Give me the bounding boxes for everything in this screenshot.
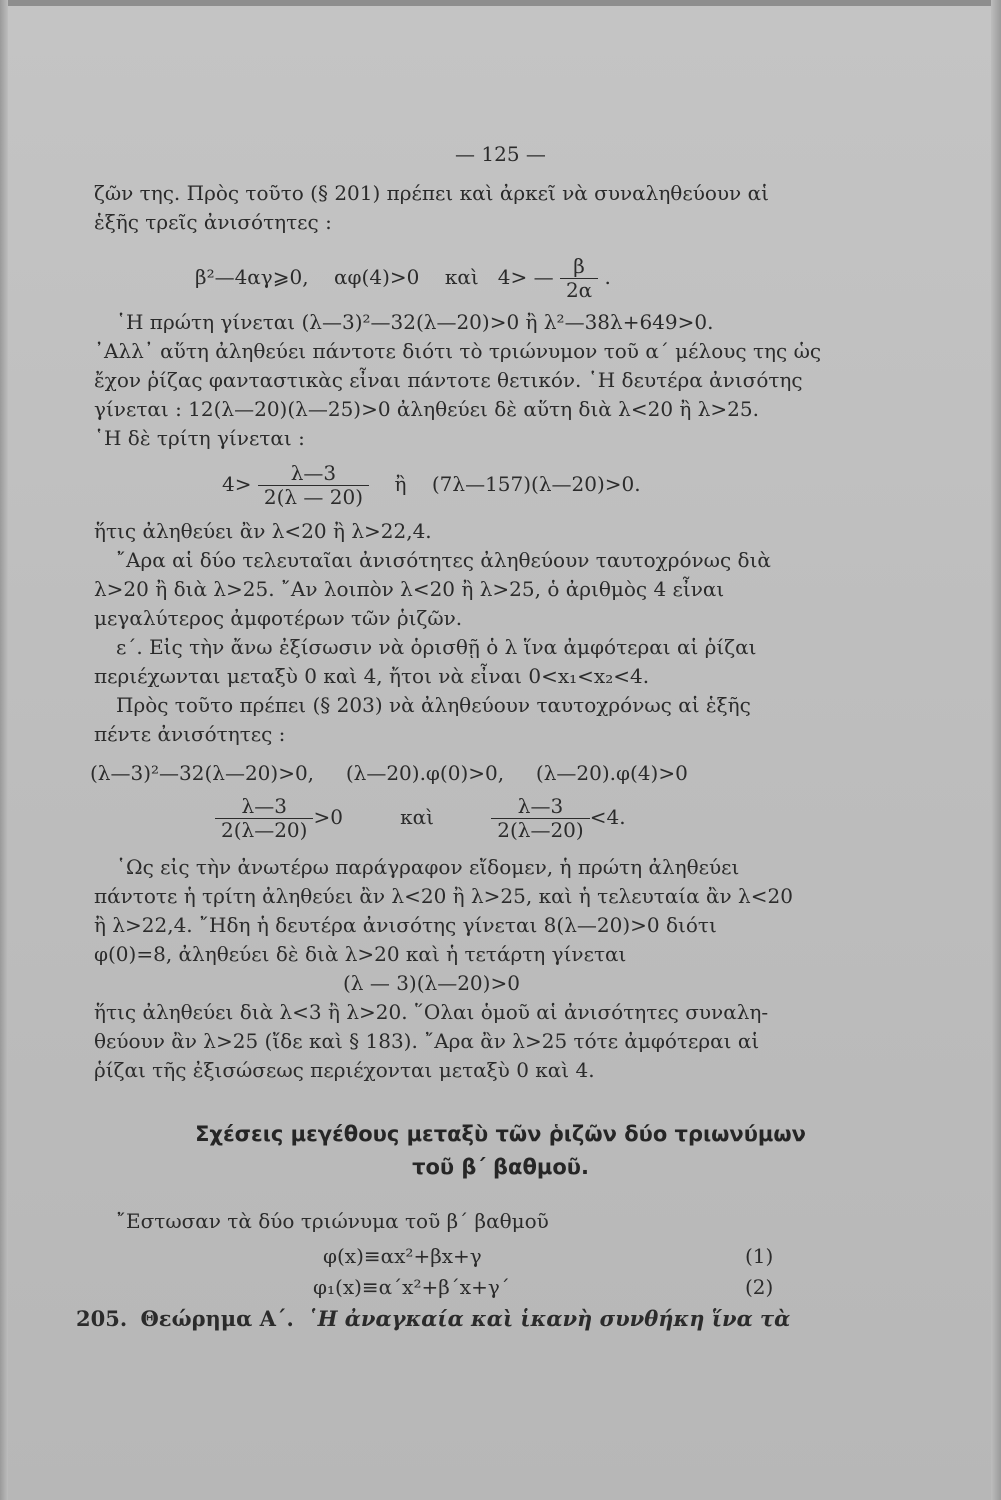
theorem-line: [76, 1306, 790, 1332]
fraction-numerator: λ—3: [517, 794, 564, 818]
text-line: γίνεται : 12(λ—20)(λ—25)>0 ἀληθεύει δὲ αὕτη διὰ λ<20 ἢ λ>25.: [94, 397, 759, 421]
fraction: [258, 462, 369, 509]
equation-3: [90, 760, 688, 786]
fraction-denominator: 2(λ — 20): [258, 485, 369, 509]
eq-end: .: [604, 265, 611, 289]
eq-part: (λ—3)²—32(λ—20)>0,: [90, 761, 315, 785]
text-line: ῾Η δὲ τρίτη γίνεται :: [94, 426, 305, 450]
text-line: πέντε ἀνισότητες :: [94, 722, 286, 746]
fraction: [560, 255, 598, 302]
text-line: ἢ λ>22,4. ῎Ηδη ἡ δευτέρα ἀνισότης γίνεται 8(λ—20)>0 διότι: [94, 913, 717, 937]
text-line: περιέχωνται μεταξὺ 0 καὶ 4, ἤτοι νὰ εἶναι 0<x₁<x₂<4.: [94, 664, 650, 688]
eq-part: 4> —: [497, 265, 554, 289]
theorem-text: ῾Η ἀναγκαία καὶ ἱκανὴ συνθήκη ἵνα τὰ: [307, 1306, 791, 1331]
text-line: φ(0)=8, ἀληθεύει δὲ διὰ λ>20 καὶ ἡ τετάρτη γίνεται: [94, 942, 627, 966]
text-line: πάντοτε ἡ τρίτη ἀληθεύει ἂν λ<20 ἢ λ>25, καὶ ἡ τελευταία ἂν λ<20: [94, 884, 793, 908]
text-line: Πρὸς τοῦτο πρέπει (§ 203) νὰ ἀληθεύουν ταυτοχρόνως αἱ ἑξῆς: [116, 693, 751, 717]
text-line: ῥίζαι τῆς ἐξισώσεως περιέχονται μεταξὺ 0 καὶ 4.: [94, 1058, 595, 1082]
fraction-denominator: 2(λ—20): [215, 818, 313, 842]
equation-number: (2): [745, 1275, 774, 1299]
eq-part: (7λ—157)(λ—20)>0.: [431, 472, 641, 496]
theorem-number: 205.: [76, 1306, 128, 1331]
text-line: ζῶν της. Πρὸς τοῦτο (§ 201) πρέπει καὶ ἀρκεῖ νὰ συναληθεύουν αἱ: [94, 181, 769, 205]
text-line: λ>20 ἢ διὰ λ>25. ῎Αν λοιπὸν λ<20 ἢ λ>25, ὁ ἀριθμὸς 4 εἶναι: [94, 577, 725, 601]
eq-connector: καὶ: [400, 805, 435, 829]
eq-connector: καὶ: [444, 265, 479, 289]
text-line: ἔχον ῥίζας φανταστικὰς εἶναι πάντοτε θετικόν. ῾Η δευτέρα ἀνισότης: [94, 368, 803, 392]
fraction-denominator: 2α: [560, 278, 598, 302]
eq-part: 4>: [222, 472, 252, 496]
fraction: [491, 795, 589, 842]
text-line: ἥτις ἀληθεύει διὰ λ<3 ἢ λ>20. ῞Ολαι ὁμοῦ αἱ ἀνισότητες συναλη-: [94, 1000, 769, 1024]
eq-part: αφ(4)>0: [334, 265, 420, 289]
equation-2: [222, 462, 641, 509]
fraction-denominator: 2(λ—20): [491, 818, 589, 842]
equation-trinomial-1: φ(x)≡αx²+βx+γ: [323, 1244, 482, 1268]
text-line: θεύουν ἂν λ>25 (ἴδε καὶ § 183). ῎Αρα ἂν λ>25 τότε ἀμφότεραι αἱ: [94, 1029, 760, 1053]
section-heading-line: τοῦ β΄ βαθμοῦ.: [412, 1155, 589, 1179]
equation-5: (λ — 3)(λ—20)>0: [343, 971, 520, 995]
text-line: ῾Ως εἰς τὴν ἀνωτέρω παράγραφον εἴδομεν, ἡ πρώτη ἀληθεύει: [116, 855, 740, 879]
text-line: μεγαλύτερος ἀμφοτέρων τῶν ῥιζῶν.: [94, 606, 463, 630]
text-line: ῎Εστωσαν τὰ δύο τριώνυμα τοῦ β΄ βαθμοῦ: [116, 1209, 549, 1233]
scan-right-edge: [991, 0, 1001, 1500]
theorem-label: Θεώρημα Α΄.: [140, 1306, 294, 1331]
text-line: ἥτις ἀληθεύει ἂν λ<20 ἢ λ>22,4.: [94, 519, 432, 543]
text-line: ῎Αρα αἱ δύο τελευταῖαι ἀνισότητες ἀληθεύουν ταυτοχρόνως διὰ: [116, 548, 771, 572]
scan-left-edge: [0, 0, 8, 1500]
text-line: ἑξῆς τρεῖς ἀνισότητες :: [94, 210, 332, 234]
equation-4: [215, 795, 626, 842]
fraction-numerator: β: [573, 254, 585, 278]
eq-part: (λ—20).φ(4)>0: [535, 761, 688, 785]
equation-number: (1): [745, 1244, 774, 1268]
text-line: ῾Η πρώτη γίνεται (λ—3)²—32(λ—20)>0 ἢ λ²—38λ+649>0.: [116, 310, 714, 334]
page-number: — 125 —: [455, 142, 546, 166]
equation-1: [195, 255, 611, 302]
eq-part: β²—4αγ⩾0,: [195, 265, 309, 289]
fraction: [215, 795, 313, 842]
fraction-numerator: λ—3: [241, 794, 287, 818]
text-line: ᾿Αλλ᾿ αὕτη ἀληθεύει πάντοτε διότι τὸ τριώνυμον τοῦ α΄ μέλους της ὡς: [94, 339, 822, 363]
scan-top-edge: [0, 0, 1001, 6]
eq-part: (λ—20).φ(0)>0,: [345, 761, 505, 785]
section-heading-line: Σχέσεις μεγέθους μεταξὺ τῶν ῥιζῶν δύο τριωνύμων: [195, 1122, 806, 1146]
fraction-numerator: λ—3: [290, 461, 337, 485]
eq-connector: ἢ: [394, 472, 407, 496]
text-line: ε΄. Εἰς τὴν ἄνω ἐξίσωσιν νὰ ὁρισθῇ ὁ λ ἵνα ἀμφότεραι αἱ ῥίζαι: [116, 635, 757, 659]
eq-part: <4.: [589, 805, 626, 829]
equation-trinomial-2: φ₁(x)≡α΄x²+β΄x+γ΄: [313, 1275, 510, 1299]
eq-part: >0: [313, 805, 343, 829]
